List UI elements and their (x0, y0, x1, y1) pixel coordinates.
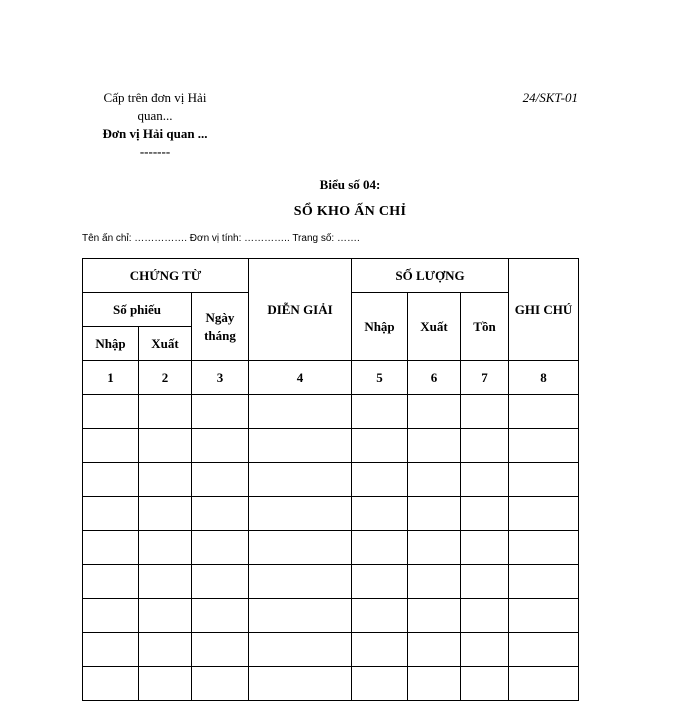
form-title: SỔ KHO ẤN CHỈ (293, 204, 407, 219)
form-number: Biểu số 04: (319, 177, 381, 192)
table-cell (461, 463, 509, 497)
col-number: 5 (352, 361, 408, 395)
table-cell (461, 497, 509, 531)
table-cell (461, 429, 509, 463)
header-dashes: ------- (139, 144, 171, 159)
table-cell (83, 531, 139, 565)
sl-xuat-header: Xuất (408, 293, 461, 361)
table-cell (192, 395, 249, 429)
table-cell (352, 497, 408, 531)
table-cell (408, 667, 461, 701)
ngay-thang-label: Ngày tháng (204, 309, 236, 343)
table-cell (509, 565, 579, 599)
ghi-chu-header: GHI CHÚ (509, 259, 579, 361)
table-cell (509, 599, 579, 633)
table-cell (509, 531, 579, 565)
so-luong-header: SỐ LƯỢNG (352, 259, 509, 293)
table-cell (352, 633, 408, 667)
header-row-1 (83, 259, 579, 293)
chung-tu-header: CHỨNG TỪ (83, 259, 249, 293)
col-number: 3 (192, 361, 249, 395)
xuat-header: Xuất (139, 327, 192, 361)
table-cell (249, 667, 352, 701)
table-row (83, 565, 579, 599)
parent-unit-line2: quan... (137, 108, 173, 123)
table-cell (408, 633, 461, 667)
table-cell (408, 531, 461, 565)
table-cell (408, 429, 461, 463)
table-cell (249, 463, 352, 497)
table-cell (83, 667, 139, 701)
table-cell (509, 633, 579, 667)
table-cell (139, 667, 192, 701)
table-cell (192, 497, 249, 531)
table-cell (139, 565, 192, 599)
so-phieu-header: Số phiếu (83, 293, 192, 327)
table-cell (509, 497, 579, 531)
table-cell (352, 395, 408, 429)
sl-nhap-header: Nhập (352, 293, 408, 361)
table-row (83, 497, 579, 531)
unit-name: Đơn vị Hải quan ... (102, 126, 208, 141)
form-code: 24/SKT-01 (522, 90, 578, 105)
table-cell (461, 599, 509, 633)
table-cell (249, 531, 352, 565)
table-cell (83, 463, 139, 497)
table-cell (83, 395, 139, 429)
info-line: Tên ấn chỉ: ……………. Đơn vị tính: ………….. Trang số: ……. (82, 233, 360, 244)
column-number-row (83, 361, 579, 395)
table-cell (139, 497, 192, 531)
col-number: 1 (83, 361, 139, 395)
table-cell (83, 565, 139, 599)
table-cell (249, 497, 352, 531)
table-cell (139, 531, 192, 565)
col-number: 2 (139, 361, 192, 395)
table-row (83, 395, 579, 429)
sl-ton-header: Tồn (461, 293, 509, 361)
table-cell (83, 599, 139, 633)
parent-unit-line1: Cấp trên đơn vị Hải (103, 90, 207, 105)
table-cell (139, 395, 192, 429)
col-number: 4 (249, 361, 352, 395)
table-cell (83, 633, 139, 667)
table-row (83, 667, 579, 701)
dien-giai-header: DIỄN GIẢI (249, 259, 352, 361)
table-cell (249, 429, 352, 463)
table-cell (83, 497, 139, 531)
table-cell (509, 395, 579, 429)
table-cell (83, 429, 139, 463)
table-cell (461, 531, 509, 565)
col-number: 6 (408, 361, 461, 395)
table-cell (352, 667, 408, 701)
table-cell (192, 531, 249, 565)
empty-rows (83, 395, 579, 701)
table-cell (139, 463, 192, 497)
table-cell (509, 667, 579, 701)
table-cell (461, 395, 509, 429)
table-cell (139, 633, 192, 667)
table-cell (192, 463, 249, 497)
table-row (83, 633, 579, 667)
table-cell (408, 395, 461, 429)
table-cell (509, 463, 579, 497)
ngay-thang-header (192, 293, 249, 361)
table-cell (192, 599, 249, 633)
ledger-table (82, 258, 579, 701)
table-cell (408, 599, 461, 633)
table-cell (461, 565, 509, 599)
table-cell (249, 633, 352, 667)
table-cell (509, 429, 579, 463)
nhap-header: Nhập (83, 327, 139, 361)
table-cell (352, 463, 408, 497)
table-cell (249, 395, 352, 429)
table-cell (192, 429, 249, 463)
table-cell (352, 565, 408, 599)
table-cell (461, 667, 509, 701)
header-left (82, 89, 228, 161)
table-cell (192, 667, 249, 701)
table-cell (249, 565, 352, 599)
table-row (83, 599, 579, 633)
col-number: 8 (509, 361, 579, 395)
table-cell (408, 463, 461, 497)
col-number: 7 (461, 361, 509, 395)
table-row (83, 463, 579, 497)
table-cell (408, 565, 461, 599)
table-cell (139, 599, 192, 633)
table-cell (461, 633, 509, 667)
table-cell (352, 531, 408, 565)
table-cell (139, 429, 192, 463)
table-cell (192, 633, 249, 667)
table-cell (249, 599, 352, 633)
table-cell (192, 565, 249, 599)
table-cell (352, 429, 408, 463)
table-cell (352, 599, 408, 633)
table-row (83, 429, 579, 463)
table-row (83, 531, 579, 565)
table-cell (408, 497, 461, 531)
